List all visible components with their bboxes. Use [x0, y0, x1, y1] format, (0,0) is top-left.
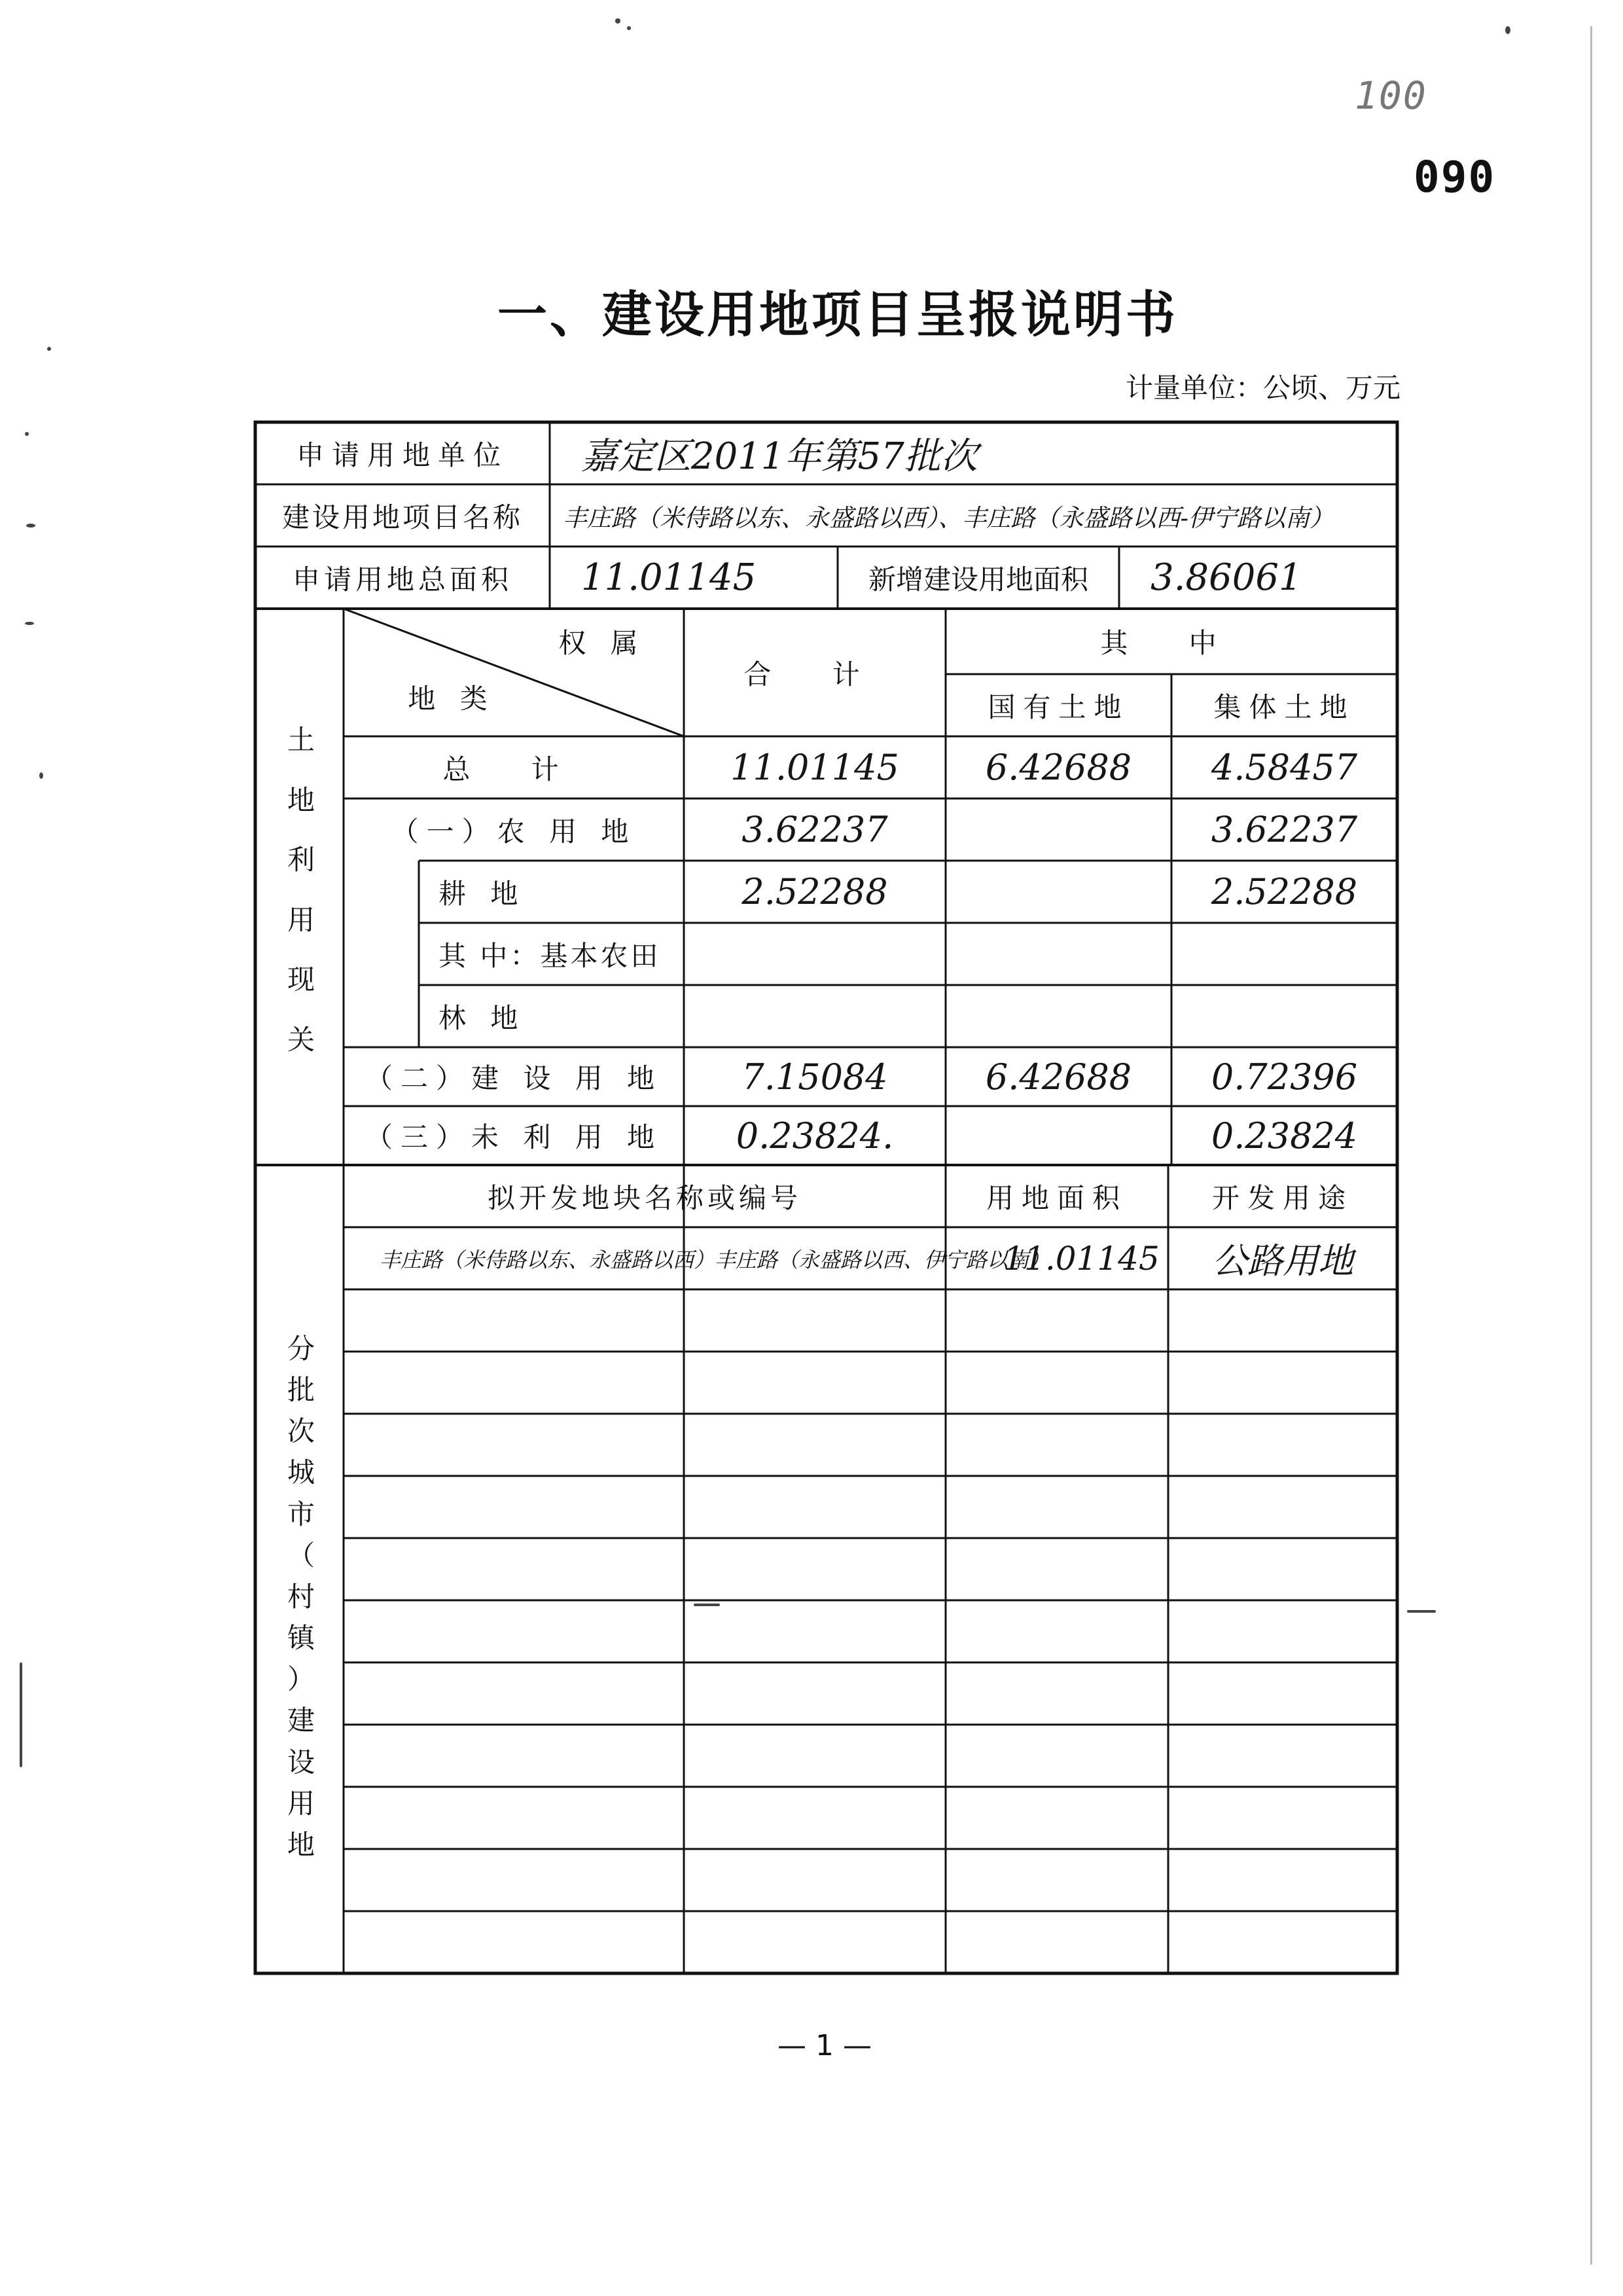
row-basic-farmland-sum	[684, 923, 946, 985]
parcel-area-value: 11.01145	[1003, 1239, 1160, 1278]
row-label-unused: （三）未 利 用 地	[365, 1121, 663, 1153]
row-total-collective: 4.58457	[1211, 747, 1358, 788]
document-title: 一、建设用地项目呈报说明书	[497, 285, 1178, 344]
batch-section-char: 用	[287, 1787, 315, 1820]
batch-section-char: 批	[287, 1374, 315, 1407]
scan-speck	[47, 347, 51, 351]
row-cultivated-sum: 2.52288	[741, 871, 888, 912]
land-use-section-char: 用	[287, 903, 315, 936]
row-forest-state	[946, 985, 1171, 1047]
scan-speck	[1407, 1610, 1436, 1613]
land-use-section-char: 利	[287, 844, 315, 876]
col-collective-header: 集体土地	[1213, 691, 1355, 723]
col-total-header: 合 计	[743, 658, 886, 691]
col-among-header: 其 中	[1100, 627, 1243, 659]
row-unused-collective: 0.23824	[1211, 1115, 1358, 1157]
batch-section-char: ）	[287, 1663, 315, 1696]
page-number: 090	[1414, 152, 1496, 202]
land-use-section-char: 关	[287, 1023, 315, 1056]
land-use-section-char: 土	[287, 724, 315, 756]
scan-speck	[627, 26, 631, 30]
col-parcel-name-header: 拟开发地块名称或编号	[487, 1181, 802, 1214]
scan-edge-line	[1590, 26, 1592, 2265]
row-label-basic-farmland: 其 中：基本农田	[438, 939, 661, 972]
diag-header-top: 权 属	[558, 627, 646, 659]
scan-speck	[615, 18, 620, 24]
batch-section-char: （	[287, 1539, 315, 1571]
row-construction-collective: 0.72396	[1211, 1056, 1358, 1098]
row-total-state: 6.42688	[985, 747, 1132, 788]
batch-section-char: 设	[287, 1746, 315, 1778]
row-unused-state	[946, 1106, 1171, 1165]
new-area-value: 3.86061	[1150, 556, 1302, 599]
row-label-total: 总 计	[442, 753, 585, 785]
land-use-section-char: 现	[287, 963, 315, 996]
unit-note: 计量单位：公顷、万元	[1125, 372, 1400, 404]
land-use-section-char: 地	[287, 783, 315, 816]
col-parcel-use-header: 开发用途	[1211, 1181, 1353, 1214]
row-agricultural-state	[946, 798, 1171, 861]
scan-speck	[20, 1662, 22, 1767]
page-footer: — 1 —	[777, 2029, 872, 2062]
batch-section-char: 市	[287, 1498, 315, 1530]
row-label-construction: （二）建 设 用 地	[365, 1062, 663, 1094]
row-construction-sum: 7.15084	[741, 1056, 888, 1098]
row-agricultural-sum: 3.62237	[741, 809, 888, 850]
row-label-agricultural: （一）农 用 地	[391, 815, 637, 848]
batch-section-char: 地	[287, 1828, 315, 1861]
batch-section-char: 建	[287, 1704, 315, 1737]
row-total-sum: 11.01145	[730, 747, 899, 788]
batch-section-char: 城	[287, 1456, 315, 1489]
batch-section-char: 次	[287, 1415, 315, 1448]
batch-section-char: 分	[287, 1333, 315, 1365]
row-agricultural-collective: 3.62237	[1211, 809, 1358, 850]
project-value: 丰庄路（米侍路以东、永盛路以西）、丰庄路（永盛路以西-伊宁路以南）	[563, 503, 1334, 532]
scan-speck	[25, 432, 29, 436]
batch-section-char: 镇	[287, 1622, 315, 1655]
scan-speck	[25, 622, 34, 625]
scan-speck	[39, 772, 43, 779]
total-area-label: 申请用地总面积	[292, 563, 512, 596]
batch-section-label	[285, 1335, 317, 1859]
scan-speck	[26, 524, 35, 528]
applicant-label: 申请用地单位	[296, 439, 508, 471]
diag-header-bottom: 地 类	[408, 683, 495, 715]
row-label-forest: 林 地	[438, 1001, 526, 1034]
row-cultivated-state	[946, 861, 1171, 923]
row-forest-sum	[684, 985, 946, 1047]
parcel-name-value: 丰庄路（米侍路以东、永盛路以西）丰庄路（永盛路以西、伊宁路以南）	[380, 1247, 1050, 1272]
col-state-header: 国有土地	[988, 691, 1130, 723]
row-construction-state: 6.42688	[985, 1056, 1132, 1098]
row-label-cultivated: 耕 地	[438, 877, 526, 910]
land-use-section-label	[285, 726, 317, 1054]
scan-speck	[1505, 26, 1510, 34]
row-basic-farmland-state	[946, 923, 1171, 985]
total-area-value: 11.01145	[581, 556, 757, 599]
new-area-label: 新增建设用地面积	[868, 563, 1088, 596]
page-stamp: 100	[1355, 73, 1427, 118]
applicant-value: 嘉定区2011年第57批次	[581, 435, 978, 478]
batch-section-char: 村	[287, 1580, 315, 1613]
row-unused-sum: 0.23824.	[736, 1115, 894, 1157]
row-forest-collective	[1171, 985, 1397, 1047]
scan-speck	[694, 1604, 720, 1606]
row-basic-farmland-collective	[1171, 923, 1397, 985]
col-parcel-area-header: 用地面积	[986, 1181, 1128, 1214]
row-cultivated-collective: 2.52288	[1211, 871, 1358, 912]
parcel-use-value: 公路用地	[1212, 1240, 1353, 1282]
project-label: 建设用地项目名称	[281, 501, 523, 533]
